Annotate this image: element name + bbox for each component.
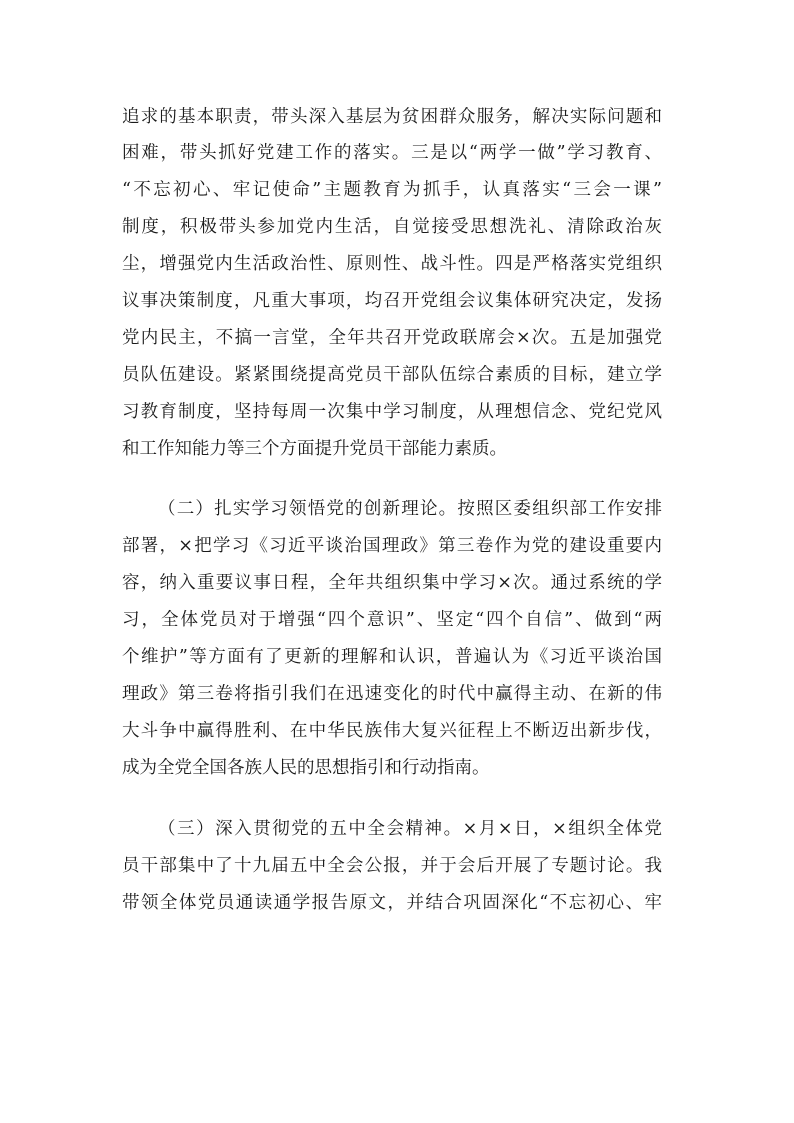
text-line: 尘，增强党内生活政治性、原则性、战斗性。四是严格落实党组织: [122, 254, 662, 274]
text-line: 员队伍建设。紧紧围绕提高党员干部队伍综合素质的目标，建立学: [122, 365, 662, 385]
text-line: 和工作知能力等三个方面提升党员干部能力素质。: [122, 439, 507, 459]
text-line: 习，全体党员对于增强“四个意识”、坚定“四个自信”、做到“两: [122, 610, 662, 630]
paragraph-heading-line: （二）扎实学习领悟党的创新理论。按照区委组织部工作安排: [158, 499, 662, 519]
paragraph-heading-line: （三）深入贯彻党的五中全会精神。×月×日，×组织全体党: [158, 819, 662, 839]
text-line: 困难，带头抓好党建工作的落实。三是以“两学一做”学习教育、: [122, 143, 662, 163]
text-line: 议事决策制度，凡重大事项，均召开党组会议集体研究决定，发扬: [122, 291, 662, 311]
text-line: 大斗争中赢得胜利、在中华民族伟大复兴征程上不断迈出新步伐，: [122, 721, 662, 741]
text-line: 制度，积极带头参加党内生活，自觉接受思想洗礼、清除政治灰: [122, 217, 662, 237]
text-line: 理政》第三卷将指引我们在迅速变化的时代中赢得主动、在新的伟: [122, 684, 662, 704]
text-line: 员干部集中了十九届五中全会公报，并于会后开展了专题讨论。我: [122, 856, 662, 876]
text-line: 带领全体党员通读通学报告原文，并结合巩固深化“不忘初心、牢: [122, 893, 662, 913]
text-line: 部署，×把学习《习近平谈治国理政》第三卷作为党的建设重要内: [122, 536, 662, 556]
text-line: 习教育制度，坚持每周一次集中学习制度，从理想信念、党纪党风: [122, 402, 662, 422]
text-line: 容，纳入重要议事日程，全年共组织集中学习×次。通过系统的学: [122, 573, 662, 593]
text-line: “不忘初心、牢记使命”主题教育为抓手，认真落实“三会一课”: [122, 180, 662, 200]
text-line: 个维护”等方面有了更新的理解和认识，普遍认为《习近平谈治国: [122, 647, 662, 667]
text-line: 追求的基本职责，带头深入基层为贫困群众服务，解决实际问题和: [122, 107, 662, 127]
text-line: 党内民主，不搞一言堂，全年共召开党政联席会×次。五是加强党: [122, 328, 662, 348]
text-line: 成为全党全国各族人民的思想指引和行动指南。: [122, 758, 490, 778]
